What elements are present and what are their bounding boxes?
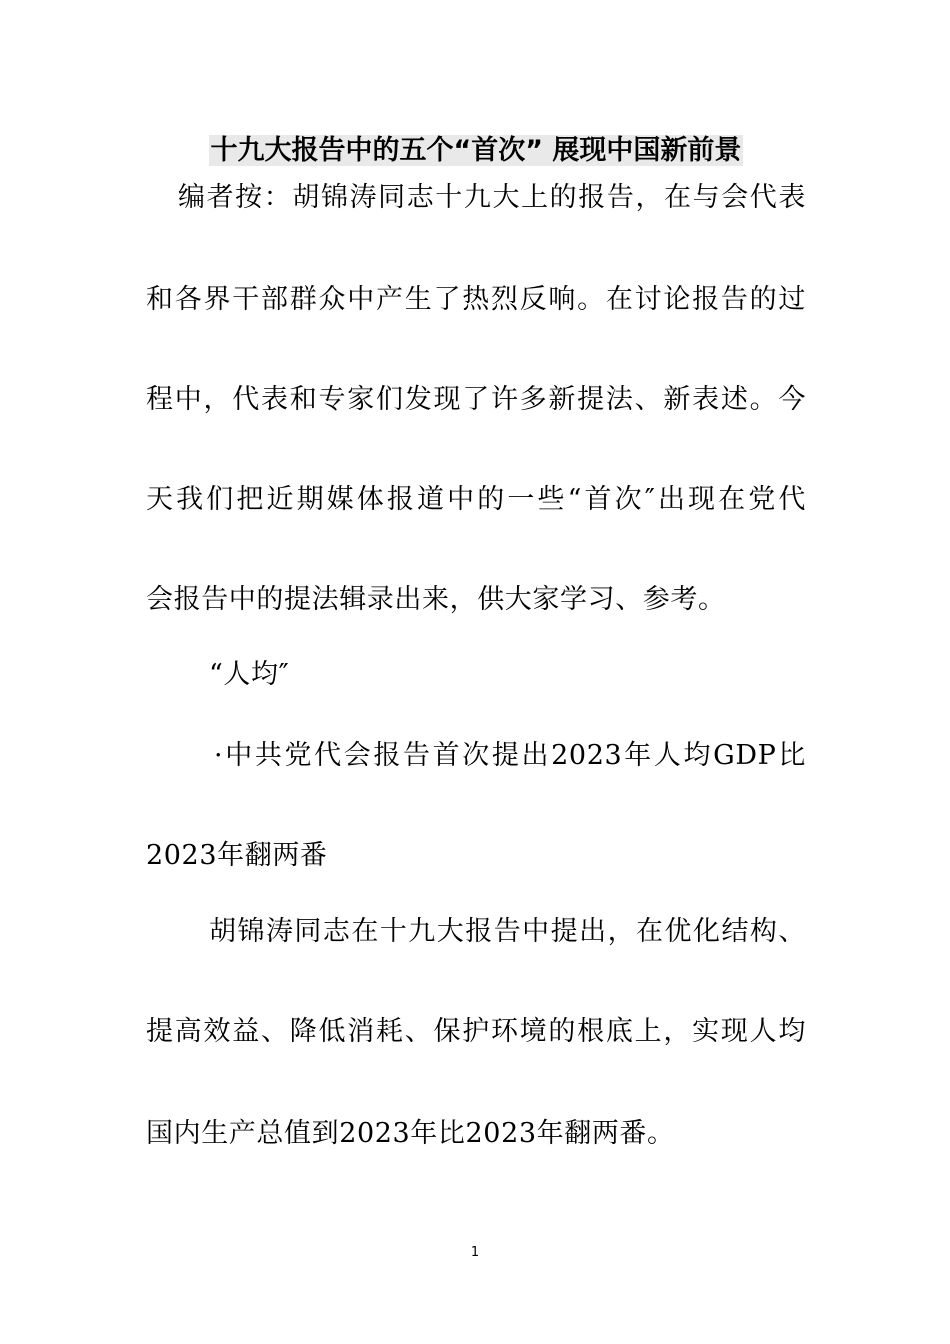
document-title-text: 十九大报告中的五个“首次” 展现中国新前景: [210, 135, 742, 166]
paragraph-line: 提高效益、降低消耗、保护环境的根底上，实现人均: [146, 1016, 806, 1047]
document-title: [146, 131, 806, 171]
paragraph-line: 2023年翻两番: [146, 840, 328, 871]
paragraph-line: 国内生产总值到2023年比2023年翻两番。: [146, 1118, 675, 1149]
paragraph-line: 会报告中的提法辑录出来，供大家学习、参考。: [146, 584, 726, 615]
paragraph-line: 程中，代表和专家们发现了许多新提法、新表述。今: [146, 384, 806, 415]
paragraph-line: 天我们把近期媒体报道中的一些“首次″出现在党代: [146, 484, 806, 515]
bullet-line: ·中共党代会报告首次提出2023年人均GDP比: [214, 740, 806, 771]
page-number: 1: [470, 1245, 480, 1260]
section-heading: “人均″: [209, 659, 290, 690]
paragraph-line: 胡锦涛同志在十九大报告中提出，在优化结构、: [209, 916, 806, 947]
paragraph-line: 和各界干部群众中产生了热烈反响。在讨论报告的过: [146, 284, 806, 315]
paragraph-line: 编者按：胡锦涛同志十九大上的报告，在与会代表: [178, 182, 806, 213]
